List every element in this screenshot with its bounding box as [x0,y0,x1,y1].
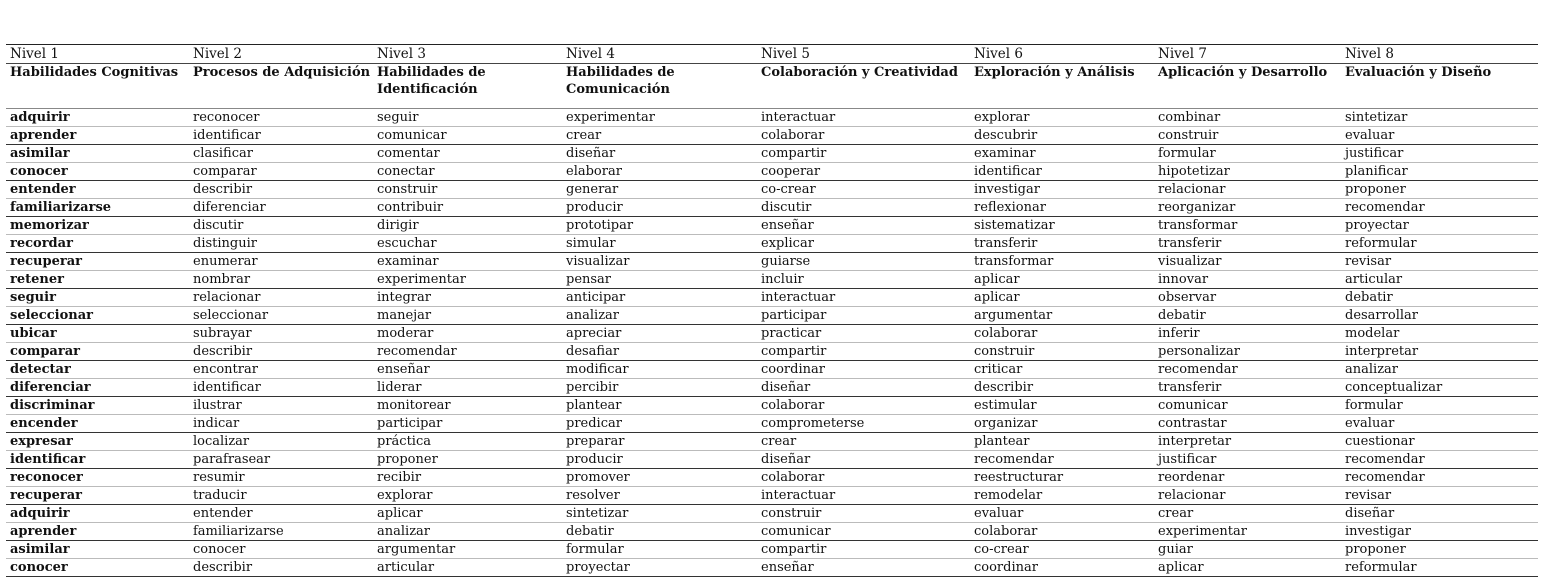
table-cell: familiarizarse [189,523,373,541]
table-cell: interactuar [757,109,970,127]
table-cell: participar [373,415,562,433]
table-cell: sistematizar [970,217,1154,235]
table-body [6,109,1538,577]
table-cell: personalizar [1154,343,1341,361]
table-row [6,559,1538,577]
level-header-1: Nivel 1 [6,45,189,64]
table-cell: articular [1341,271,1538,289]
table-cell: anticipar [562,289,757,307]
table-cell: innovar [1154,271,1341,289]
table-cell: prototipar [562,217,757,235]
table-cell: revisar [1341,253,1538,271]
table-row [6,541,1538,559]
table-cell: cooperar [757,163,970,181]
table-cell: describir [970,379,1154,397]
table-cell: resolver [562,487,757,505]
table-row [6,361,1538,379]
table-cell: proyectar [1341,217,1538,235]
table-cell: recomendar [1341,451,1538,469]
table-cell: desarrollar [1341,307,1538,325]
table-cell: apreciar [562,325,757,343]
table-cell: colaborar [757,127,970,145]
table-cell: desafiar [562,343,757,361]
table-cell: analizar [562,307,757,325]
table-cell: parafrasear [189,451,373,469]
table-cell: práctica [373,433,562,451]
table-row [6,343,1538,361]
table-cell: describir [189,559,373,577]
table-cell: elaborar [562,163,757,181]
table-cell: interpretar [1154,433,1341,451]
level-header-row [6,45,1538,64]
table-cell: entender [189,505,373,523]
table-cell: colaborar [757,397,970,415]
table-cell: recomendar [1341,199,1538,217]
table-cell: co-crear [970,541,1154,559]
table-cell: justificar [1341,145,1538,163]
table-cell: comunicar [373,127,562,145]
table-cell: coordinar [970,559,1154,577]
table-cell: formular [1154,145,1341,163]
table-cell: identificar [189,127,373,145]
table-cell: interpretar [1341,343,1538,361]
table-cell: colaborar [970,325,1154,343]
row-skill-cell: comparar [6,343,189,361]
table-cell: producir [562,451,757,469]
table-cell: liderar [373,379,562,397]
table-cell: seleccionar [189,307,373,325]
table-cell: conocer [189,541,373,559]
table-cell: diseñar [562,145,757,163]
table-cell: recomendar [1154,361,1341,379]
table-row [6,451,1538,469]
table-cell: guiar [1154,541,1341,559]
table-cell: argumentar [970,307,1154,325]
table-cell: compartir [757,145,970,163]
table-cell: reformular [1341,559,1538,577]
table-cell: diferenciar [189,199,373,217]
table-cell: evaluar [970,505,1154,523]
table-cell: organizar [970,415,1154,433]
table-row [6,487,1538,505]
table-cell: formular [1341,397,1538,415]
table-cell: reconocer [189,109,373,127]
table-cell: participar [757,307,970,325]
table-cell: transferir [1154,379,1341,397]
level-header-3: Nivel 3 [373,45,562,64]
table-cell: proponer [1341,181,1538,199]
table-cell: crear [757,433,970,451]
table-cell: localizar [189,433,373,451]
table-cell: subrayar [189,325,373,343]
table-cell: justificar [1154,451,1341,469]
table-row [6,379,1538,397]
table-row [6,253,1538,271]
table-cell: construir [373,181,562,199]
table-cell: aplicar [373,505,562,523]
table-cell: compartir [757,541,970,559]
table-cell: visualizar [562,253,757,271]
table-header [6,45,1538,109]
table-cell: practicar [757,325,970,343]
row-skill-cell: asimilar [6,541,189,559]
table-cell: proponer [1341,541,1538,559]
table-row [6,127,1538,145]
table-row [6,325,1538,343]
row-skill-cell: seleccionar [6,307,189,325]
table-cell: estimular [970,397,1154,415]
table-cell: examinar [970,145,1154,163]
row-skill-cell: aprender [6,523,189,541]
table-cell: indicar [189,415,373,433]
category-header-row [6,64,1538,109]
table-cell: aplicar [970,289,1154,307]
table-cell: remodelar [970,487,1154,505]
table-cell: crear [1154,505,1341,523]
row-skill-cell: memorizar [6,217,189,235]
category-header-4: Habilidades de Comunicación [562,64,757,109]
table-cell: planificar [1341,163,1538,181]
table-cell: conceptualizar [1341,379,1538,397]
table-cell: promover [562,469,757,487]
level-header-6: Nivel 6 [970,45,1154,64]
row-skill-cell: familiarizarse [6,199,189,217]
table-cell: plantear [562,397,757,415]
row-skill-cell: recuperar [6,253,189,271]
table-cell: debatir [1341,289,1538,307]
row-skill-cell: reconocer [6,469,189,487]
table-cell: guiarse [757,253,970,271]
table-cell: inferir [1154,325,1341,343]
level-header-4: Nivel 4 [562,45,757,64]
table-cell: percibir [562,379,757,397]
table-cell: moderar [373,325,562,343]
row-skill-cell: seguir [6,289,189,307]
level-header-8: Nivel 8 [1341,45,1538,64]
category-header-1: Habilidades Cognitivas [6,64,189,109]
table-cell: debatir [1154,307,1341,325]
table-cell: contribuir [373,199,562,217]
table-cell: describir [189,343,373,361]
row-skill-cell: aprender [6,127,189,145]
table-cell: preparar [562,433,757,451]
table-cell: relacionar [1154,487,1341,505]
table-row [6,307,1538,325]
table-cell: producir [562,199,757,217]
table-cell: construir [970,343,1154,361]
skills-table [6,44,1538,577]
table-row [6,469,1538,487]
table-cell: describir [189,181,373,199]
table-cell: compartir [757,343,970,361]
table-cell: reflexionar [970,199,1154,217]
table-cell: comentar [373,145,562,163]
table-row [6,145,1538,163]
table-cell: monitorear [373,397,562,415]
row-skill-cell: entender [6,181,189,199]
table-cell: co-crear [757,181,970,199]
row-skill-cell: identificar [6,451,189,469]
table-row [6,397,1538,415]
table-cell: debatir [562,523,757,541]
table-cell: conectar [373,163,562,181]
row-skill-cell: conocer [6,559,189,577]
table-cell: explorar [373,487,562,505]
table-cell: construir [757,505,970,523]
row-skill-cell: conocer [6,163,189,181]
table-cell: interactuar [757,487,970,505]
row-skill-cell: expresar [6,433,189,451]
table-cell: examinar [373,253,562,271]
category-header-6: Exploración y Análisis [970,64,1154,109]
table-row [6,163,1538,181]
row-skill-cell: ubicar [6,325,189,343]
table-cell: transferir [970,235,1154,253]
table-cell: enseñar [373,361,562,379]
row-skill-cell: adquirir [6,109,189,127]
table-cell: experimentar [1154,523,1341,541]
table-cell: distinguir [189,235,373,253]
category-header-3: Habilidades de Identificación [373,64,562,109]
table-row [6,505,1538,523]
table-cell: relacionar [1154,181,1341,199]
table-cell: clasificar [189,145,373,163]
table-cell: explicar [757,235,970,253]
table-row [6,235,1538,253]
table-cell: manejar [373,307,562,325]
table-cell: identificar [970,163,1154,181]
table-cell: enseñar [757,217,970,235]
table-cell: explorar [970,109,1154,127]
table-cell: reestructurar [970,469,1154,487]
level-header-5: Nivel 5 [757,45,970,64]
table-cell: reorganizar [1154,199,1341,217]
table-cell: resumir [189,469,373,487]
row-skill-cell: diferenciar [6,379,189,397]
row-skill-cell: recordar [6,235,189,253]
table-cell: generar [562,181,757,199]
category-header-8: Evaluación y Diseño [1341,64,1538,109]
table-cell: comunicar [1154,397,1341,415]
row-skill-cell: asimilar [6,145,189,163]
category-header-5: Colaboración y Creatividad [757,64,970,109]
table-cell: transformar [970,253,1154,271]
table-cell: aplicar [970,271,1154,289]
table-cell: sintetizar [562,505,757,523]
table-cell: recomendar [1341,469,1538,487]
table-cell: observar [1154,289,1341,307]
table-row [6,109,1538,127]
table-cell: combinar [1154,109,1341,127]
row-skill-cell: recuperar [6,487,189,505]
table-cell: aplicar [1154,559,1341,577]
table-cell: investigar [970,181,1154,199]
table-cell: pensar [562,271,757,289]
table-cell: incluir [757,271,970,289]
level-header-7: Nivel 7 [1154,45,1341,64]
table-cell: transferir [1154,235,1341,253]
table-cell: experimentar [562,109,757,127]
table-cell: criticar [970,361,1154,379]
table-cell: plantear [970,433,1154,451]
table-cell: revisar [1341,487,1538,505]
table-cell: discutir [757,199,970,217]
table-cell: modificar [562,361,757,379]
table-cell: contrastar [1154,415,1341,433]
table-cell: nombrar [189,271,373,289]
table-cell: construir [1154,127,1341,145]
table-cell: diseñar [1341,505,1538,523]
table-cell: enseñar [757,559,970,577]
table-row [6,271,1538,289]
table-cell: evaluar [1341,415,1538,433]
table-cell: diseñar [757,451,970,469]
table-cell: proyectar [562,559,757,577]
table-cell: encontrar [189,361,373,379]
table-cell: experimentar [373,271,562,289]
table-cell: comunicar [757,523,970,541]
table-cell: formular [562,541,757,559]
table-cell: comprometerse [757,415,970,433]
table-cell: relacionar [189,289,373,307]
table-cell: colaborar [757,469,970,487]
level-header-2: Nivel 2 [189,45,373,64]
table-cell: sintetizar [1341,109,1538,127]
table-cell: integrar [373,289,562,307]
row-skill-cell: retener [6,271,189,289]
row-skill-cell: discriminar [6,397,189,415]
table-cell: analizar [373,523,562,541]
row-skill-cell: encender [6,415,189,433]
table-cell: recomendar [970,451,1154,469]
table-row [6,523,1538,541]
table-cell: identificar [189,379,373,397]
category-header-2: Procesos de Adquisición [189,64,373,109]
row-skill-cell: detectar [6,361,189,379]
table-row [6,289,1538,307]
table-cell: comparar [189,163,373,181]
table-cell: reordenar [1154,469,1341,487]
table-cell: colaborar [970,523,1154,541]
table-cell: diseñar [757,379,970,397]
table-row [6,217,1538,235]
table-cell: modelar [1341,325,1538,343]
table-row [6,199,1538,217]
table-cell: enumerar [189,253,373,271]
table-row [6,181,1538,199]
table-cell: interactuar [757,289,970,307]
table-cell: reformular [1341,235,1538,253]
table-cell: transformar [1154,217,1341,235]
table-cell: crear [562,127,757,145]
category-header-7: Aplicación y Desarrollo [1154,64,1341,109]
table-cell: analizar [1341,361,1538,379]
table-cell: hipotetizar [1154,163,1341,181]
table-cell: simular [562,235,757,253]
table-cell: articular [373,559,562,577]
table-cell: escuchar [373,235,562,253]
table-cell: discutir [189,217,373,235]
table-cell: coordinar [757,361,970,379]
table-cell: traducir [189,487,373,505]
table-cell: investigar [1341,523,1538,541]
table-cell: proponer [373,451,562,469]
table-cell: recibir [373,469,562,487]
table-cell: ilustrar [189,397,373,415]
table-row [6,433,1538,451]
table-cell: evaluar [1341,127,1538,145]
table-cell: argumentar [373,541,562,559]
table-cell: descubrir [970,127,1154,145]
row-skill-cell: adquirir [6,505,189,523]
table-cell: cuestionar [1341,433,1538,451]
table-row [6,415,1538,433]
table-cell: recomendar [373,343,562,361]
table-cell: dirigir [373,217,562,235]
table-cell: seguir [373,109,562,127]
table-cell: visualizar [1154,253,1341,271]
table-cell: predicar [562,415,757,433]
